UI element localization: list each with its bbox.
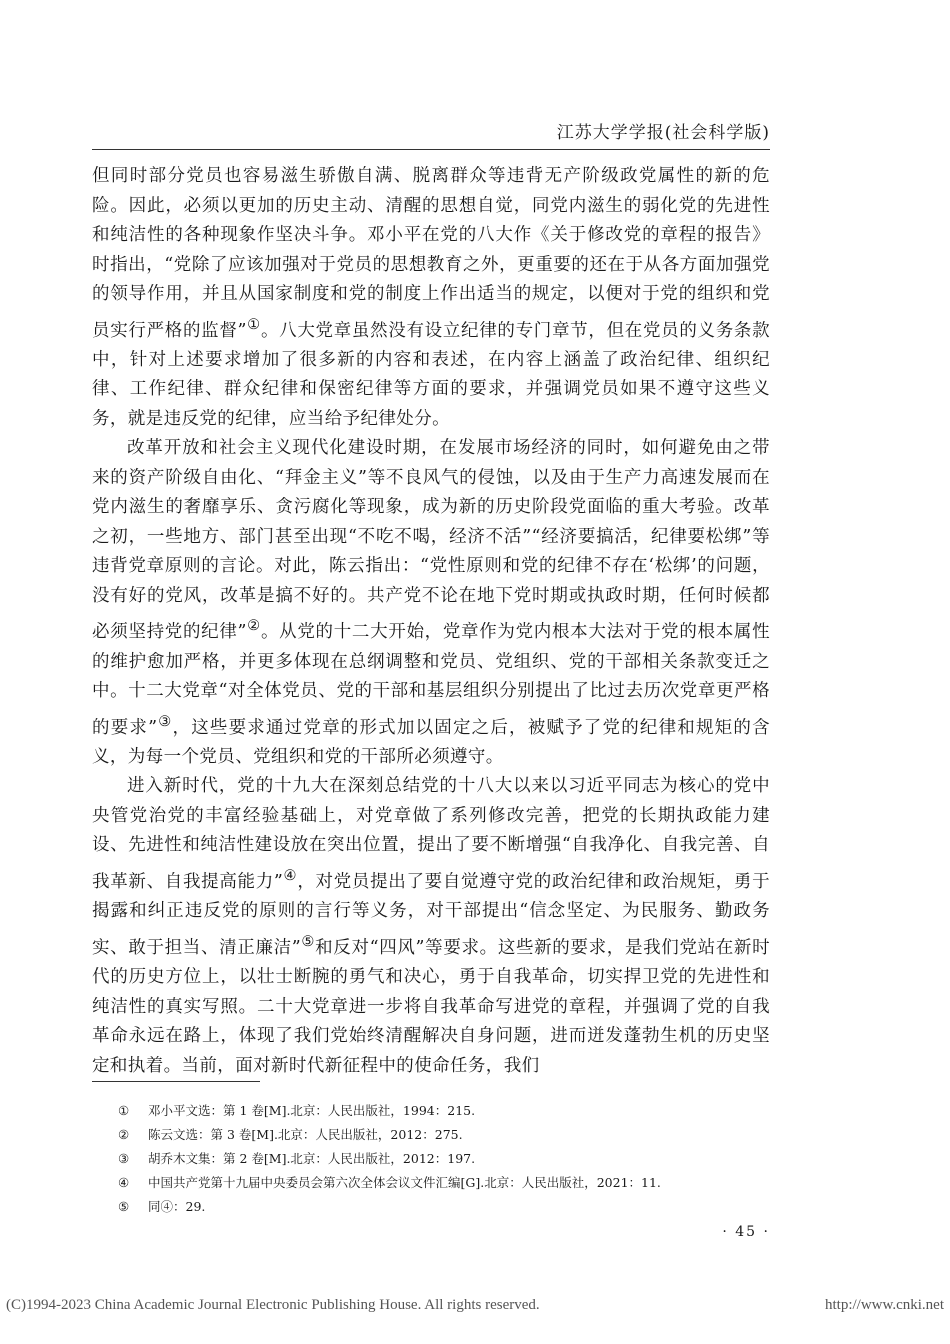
text-run: 进入新时代，党的十九大在深刻总结党的十八大以来以习近平同志为核心的党中央管党治党的丰富经验基础上，对党章做了系列修改完善，把党的长期执政能力建设、先进性和纯洁性建设放在突出位置，提出了要不断增强“自我净化、自我完善、自我革新、自我提高能力” — [92, 776, 770, 892]
cnki-link[interactable]: http://www.cnki.net — [824, 1297, 944, 1313]
footnote-text: 陈云文选：第 3 卷[M].北京：人民出版社，2012：275. — [148, 1127, 463, 1142]
page-number: · 45 · — [722, 1224, 770, 1240]
footnote-ref[interactable]: ⑤ — [301, 932, 316, 950]
copyright-notice: (C)1994-2023 China Academic Journal Electronic Publishing House. All rights reserved. — [6, 1297, 540, 1313]
footnote-ref[interactable]: ④ — [283, 866, 298, 884]
running-head: 江苏大学学报(社会科学版) — [92, 118, 770, 150]
footnote-text: 同④：29. — [148, 1199, 206, 1214]
footnote — [118, 1123, 768, 1147]
footnote-mark: ② — [118, 1127, 130, 1142]
footnote — [118, 1195, 768, 1219]
copyright-bar — [6, 1297, 944, 1314]
footnote-text: 邓小平文选：第 1 卷[M].北京：人民出版社，1994：215. — [148, 1103, 476, 1118]
text-run: 和反对“四风”等要求。这些新的要求，是我们党站在新时代的历史方位上，以壮士断腕的勇气和决心，勇于自我革命，切实捍卫党的先进性和纯洁性的真实写照。二十大党章进一步将自我革命写进党的章程，并强调了党的自我革命永远在路上，体现了我们党始终清醒解决自身问题，进而迸发蓬勃生机的历史坚定和执着。当前，面对新时代新征程中的使命任务，我们 — [92, 937, 770, 1076]
paragraph — [92, 162, 770, 434]
body-text — [92, 162, 770, 1081]
footnote-ref[interactable]: ② — [246, 617, 261, 635]
footnote-separator — [92, 1081, 260, 1082]
text-run: 改革开放和社会主义现代化建设时期，在发展市场经济的同时，如何避免由之带来的资产阶级自由化、“拜金主义”等不良风气的侵蚀，以及由于生产力高速发展而在党内滋生的奢靡享乐、贪污腐化等现象，成为新的历史阶段党面临的重大考验。改革之初，一些地方、部门甚至出现“不吃不喝，经济不活”“经济要搞活，纪律要松绑”等违背党章原则的言论。对此，陈云指出：“党性原则和党的纪律不存在‘松绑’的问题，没有好的党风，改革是搞不好的。共产党不论在地下党时期或执政时期，任何时候都必须坚持党的纪律” — [92, 438, 770, 643]
footnote — [118, 1147, 768, 1171]
text-run: 。八大党章虽然没有设立纪律的专门章节，但在党员的义务条款中，针对上述要求增加了很多新的内容和表述，在内容上涵盖了政治纪律、组织纪律、工作纪律、群众纪律和保密纪律等方面的要求，并强调党员如果不遵守这些义务，就是违反党的纪律，应当给予纪律处分。 — [92, 320, 770, 429]
text-run: ，对党员提出了要自觉遵守党的政治纪律和政治规矩，勇于揭露和纠正违反党的原则的言行等义务，对干部提出“信念坚定、为民服务、勤政务实、敢于担当、清正廉洁” — [92, 871, 770, 958]
footnote-ref[interactable]: ① — [246, 315, 261, 333]
paragraph — [92, 434, 770, 772]
footnote-text: 胡乔木文集：第 2 卷[M].北京：人民出版社，2012：197. — [148, 1151, 476, 1166]
footnotes — [118, 1099, 768, 1219]
text-run: 。从党的十二大开始，党章作为党内根本大法对于党的根本属性的维护愈加严格，并更多体现在总纲调整和党员、党组织、党的干部相关条款变迁之中。十二大党章“对全体党员、党的干部和基层组织分别提出了比过去历次党章更严格的要求” — [92, 622, 770, 738]
paragraph — [92, 772, 770, 1081]
footnote — [118, 1099, 768, 1123]
footnote-mark: ③ — [118, 1151, 130, 1166]
footnote-mark: ① — [118, 1103, 130, 1118]
footnote-ref[interactable]: ③ — [157, 712, 173, 730]
footnote-mark: ④ — [118, 1175, 130, 1190]
text-run: 但同时部分党员也容易滋生骄傲自满、脱离群众等违背无产阶级政党属性的新的危险。因此，必须以更加的历史主动、清醒的思想自觉，同党内滋生的弱化党的先进性和纯洁性的各种现象作坚决斗争。邓小平在党的八大作《关于修改党的章程的报告》时指出，“党除了应该加强对于党员的思想教育之外，更重要的还在于从各方面加强党的领导作用，并且从国家制度和党的制度上作出适当的规定，以便对于党的组织和党员实行严格的监督” — [92, 166, 770, 341]
footnote-text: 中国共产党第十九届中央委员会第六次全体会议文件汇编[G].北京：人民出版社，2021：11. — [148, 1175, 661, 1190]
footnote-mark: ⑤ — [118, 1199, 130, 1214]
footnote — [118, 1171, 768, 1195]
text-run: ，这些要求通过党章的形式加以固定之后，被赋予了党的纪律和规矩的含义，为每一个党员、党组织和党的干部所必须遵守。 — [92, 717, 770, 767]
